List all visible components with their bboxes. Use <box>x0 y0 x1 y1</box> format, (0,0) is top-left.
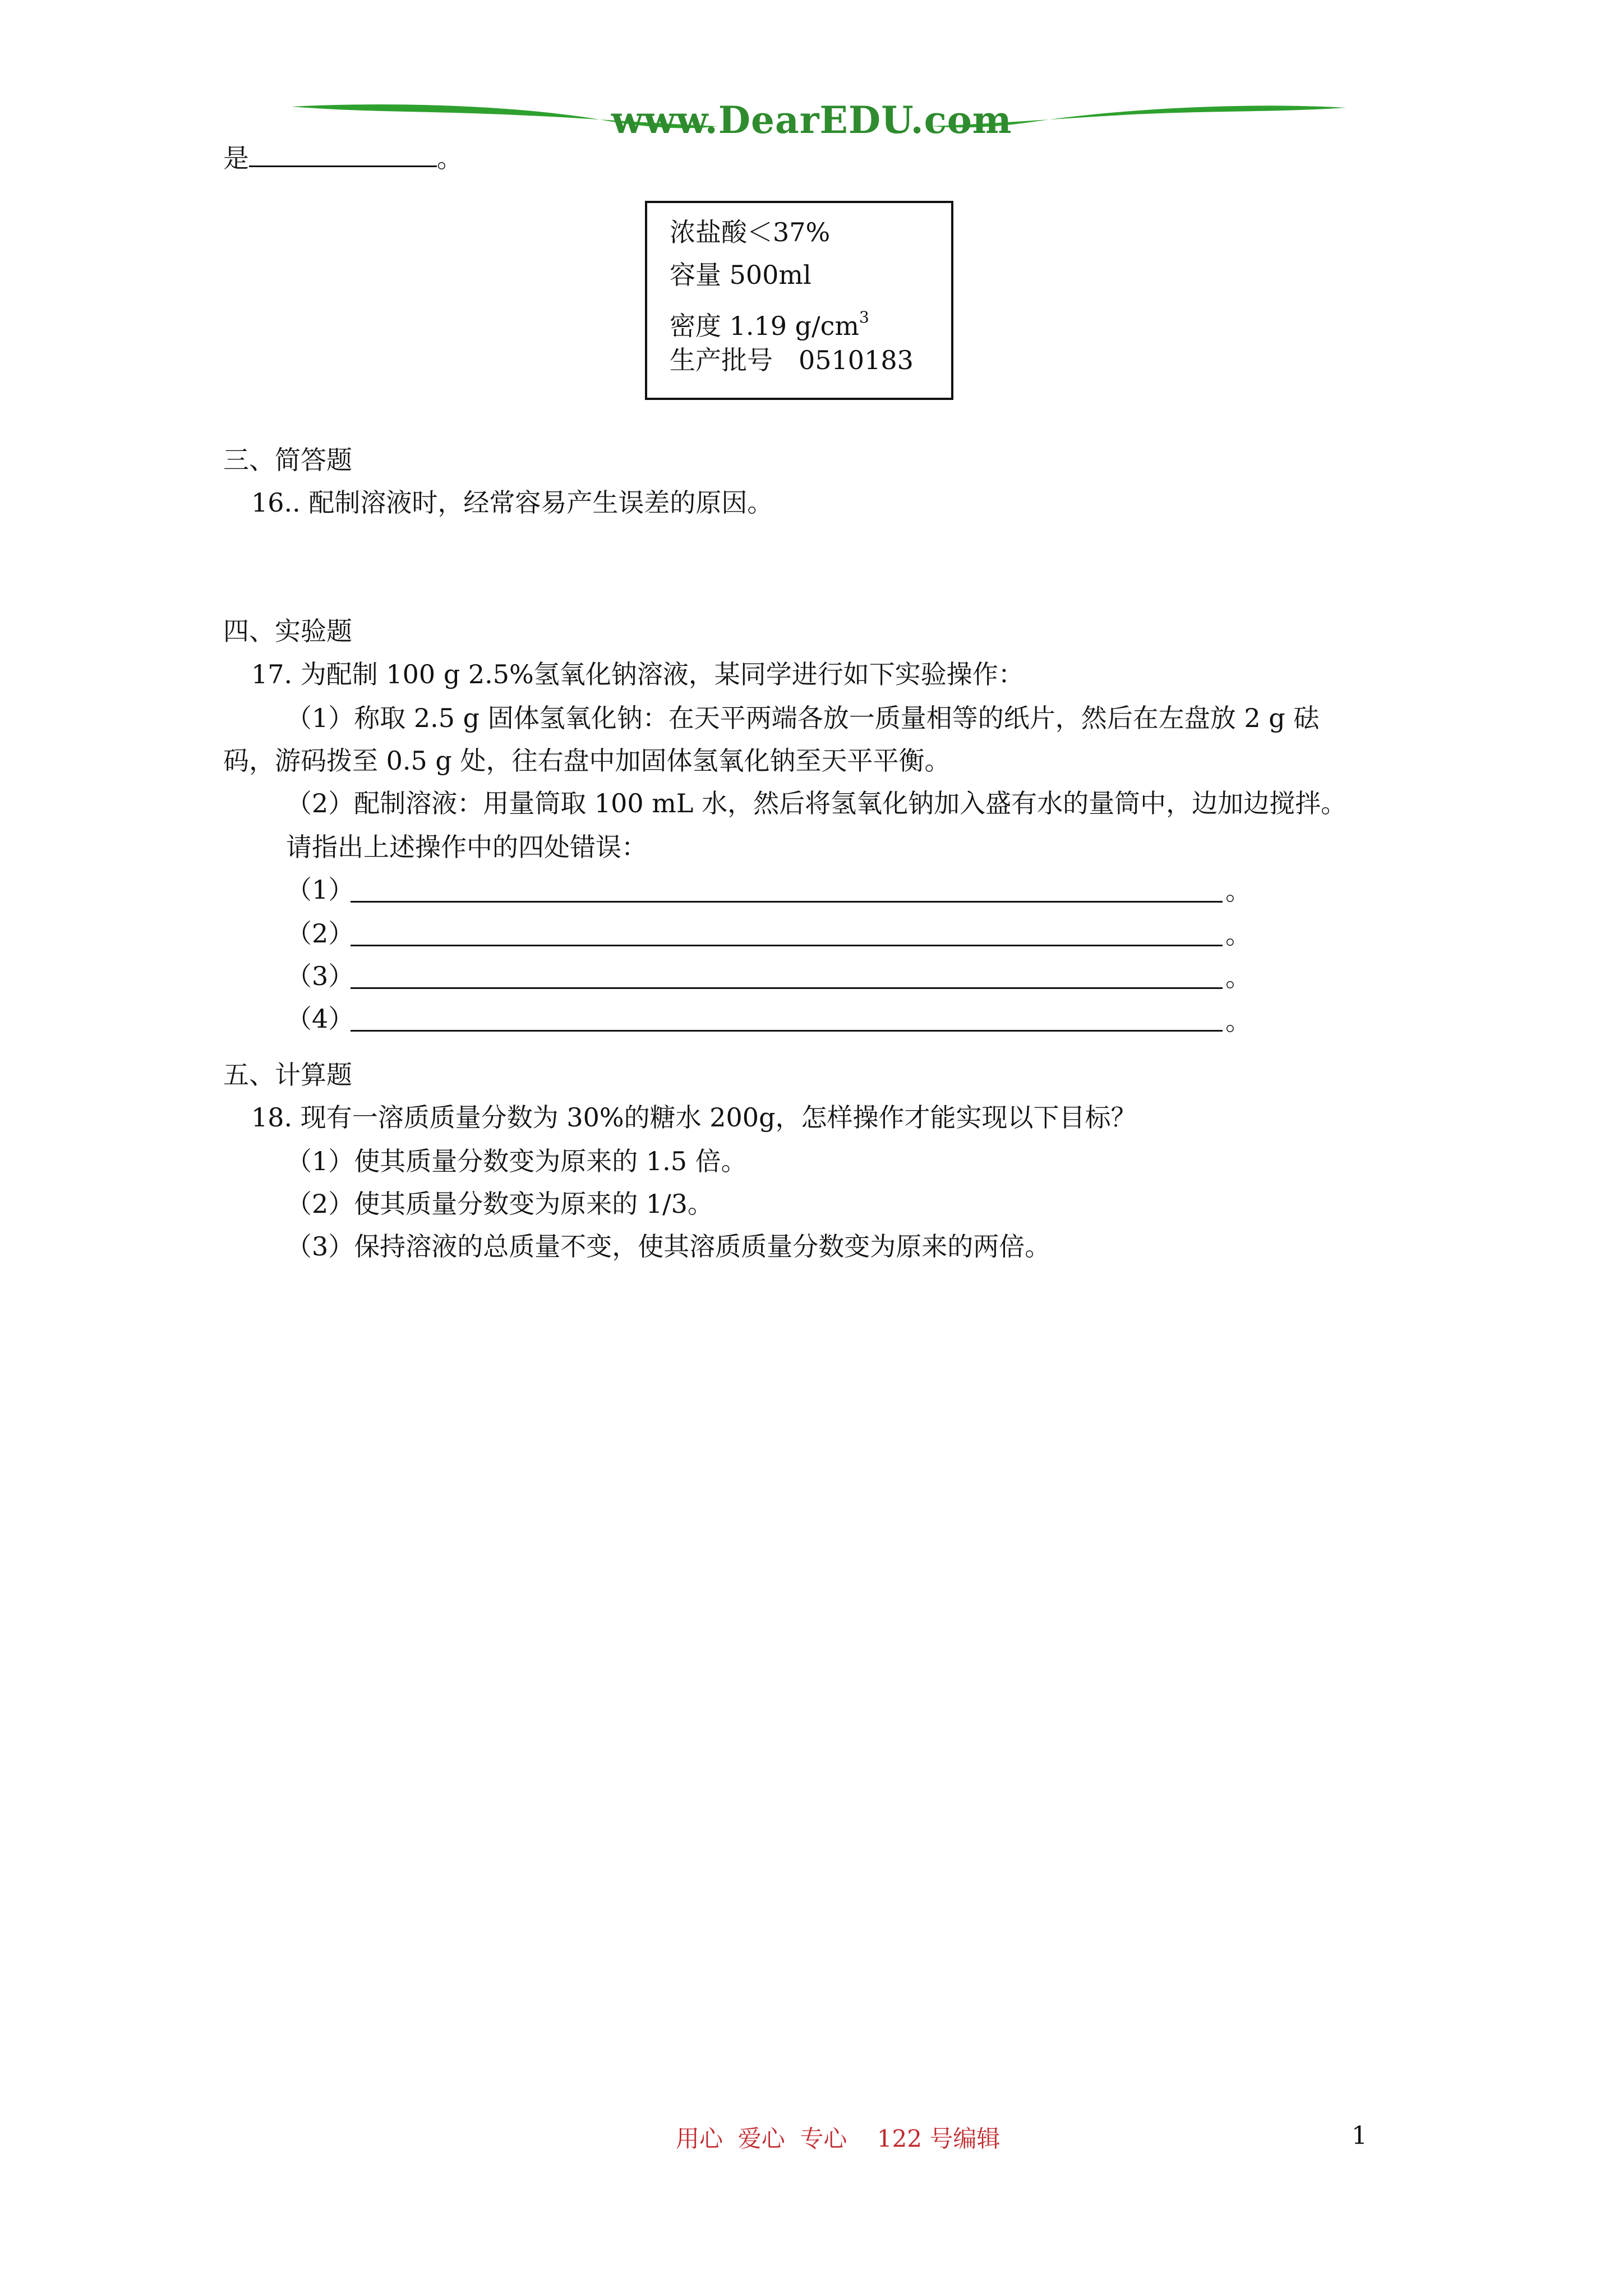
answer-line-2[interactable] <box>351 945 1223 946</box>
question-18: 18. 现有一溶质质量分数为 30%的糖水 200g，怎样操作才能实现以下目标？ <box>251 1102 1137 1133</box>
question-17: 17. 为配制 100 g 2.5%氢氧化钠溶液，某同学进行如下实验操作： <box>251 659 1024 689</box>
intro-prefix: 是 <box>223 143 249 173</box>
label-acid: 浓盐酸＜37% <box>670 217 831 247</box>
answer-label-1: （1） <box>286 875 354 905</box>
answer-line-4[interactable] <box>351 1030 1223 1032</box>
q18-item-3: （3）保持溶液的总质量不变，使其溶质质量分数变为原来的两倍。 <box>286 1231 1051 1262</box>
question-16: 16.. 配制溶液时，经常容易产生误差的原因。 <box>251 487 773 518</box>
answer-period-4: 。 <box>1225 1006 1251 1036</box>
answer-period-2: 。 <box>1225 919 1251 950</box>
q17-step1-line2: 码，游码拨至 0.5 g 处，往右盘中加固体氢氧化钠至天平平衡。 <box>223 746 951 776</box>
section4-heading: 四、实验题 <box>223 616 352 646</box>
section3-heading: 三、简答题 <box>223 445 352 475</box>
answer-period-3: 。 <box>1225 962 1251 992</box>
answer-line-3[interactable] <box>351 987 1223 989</box>
q18-item-1: （1）使其质量分数变为原来的 1.5 倍。 <box>286 1146 747 1176</box>
answer-label-3: （3） <box>286 961 354 991</box>
label-density-value: 密度 1.19 g/cm <box>670 311 859 341</box>
answer-period-1: 。 <box>1225 876 1251 906</box>
q17-step2: （2）配制溶液：用量筒取 100 mL 水，然后将氢氧化钠加入盛有水的量筒中，边加边搅拌。 <box>286 788 1347 818</box>
label-batch: 生产批号 0510183 <box>670 345 914 375</box>
answer-label-4: （4） <box>286 1004 354 1034</box>
section5-heading: 五、计算题 <box>223 1060 352 1090</box>
intro-suffix: 。 <box>437 143 463 173</box>
intro-blank <box>249 143 437 167</box>
site-logo-text: www.DearEDU.com <box>611 98 1012 142</box>
footer-editor-note: 用心 爱心 专心 122 号编辑 <box>676 2125 1000 2152</box>
q17-step1-line1: （1）称取 2.5 g 固体氢氧化钠：在天平两端各放一质量相等的纸片，然后在左盘放 2 g 砝 <box>286 703 1320 733</box>
q18-item-2: （2）使其质量分数变为原来的 1/3。 <box>286 1189 713 1219</box>
label-density-exponent: 3 <box>859 308 869 326</box>
intro-fill-line <box>223 141 463 175</box>
label-density <box>670 301 869 343</box>
page-number: 1 <box>1352 2122 1367 2150</box>
reagent-label-box <box>645 201 953 400</box>
q17-prompt: 请指出上述操作中的四处错误： <box>286 832 647 862</box>
answer-line-1[interactable] <box>351 901 1223 903</box>
label-volume: 容量 500ml <box>670 260 811 290</box>
answer-label-2: （2） <box>286 918 354 949</box>
